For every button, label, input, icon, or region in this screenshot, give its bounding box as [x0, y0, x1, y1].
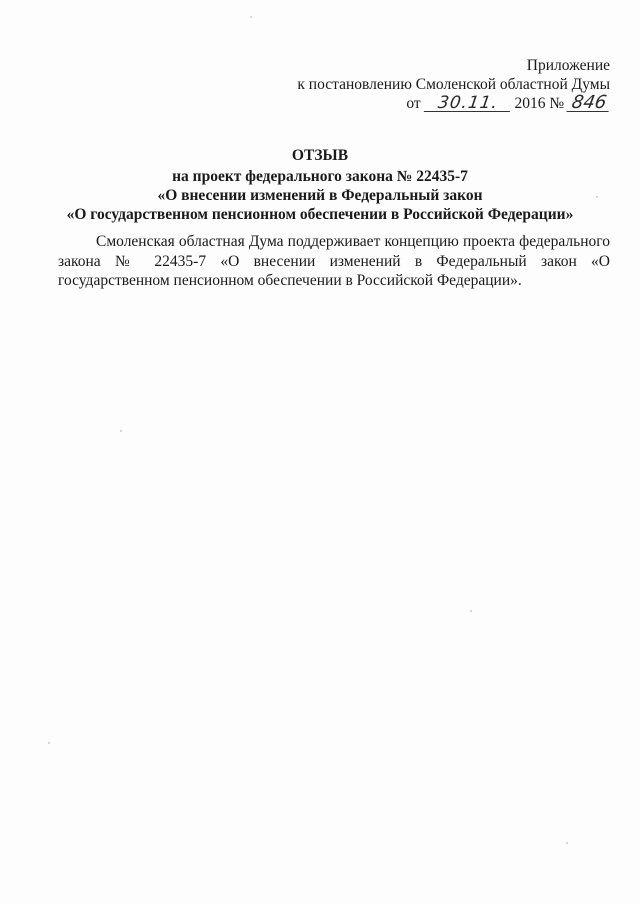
title-line-2: «О внесении изменений в Федеральный закон	[157, 187, 483, 204]
handwritten-date: 30.11.	[423, 95, 511, 112]
appendix-header	[297, 56, 610, 113]
year-and-number-label: 2016 №	[514, 95, 565, 112]
document-body	[58, 232, 610, 291]
date-prefix: от	[406, 95, 421, 112]
body-paragraph: Смоленская областная Дума поддерживает концепцию проекта федерального закона № 22435-7 «О внесении изменений в Федеральный закон «О государственном пенсионном обеспечении в Российской Федерации».	[58, 233, 610, 289]
handwritten-number: 846	[567, 95, 612, 112]
appendix-resolution-ref: к постановлению Смоленской областной Думы	[297, 76, 610, 93]
appendix-date-line	[297, 94, 610, 113]
scan-speck	[48, 742, 50, 744]
title-main: ОТЗЫВ	[291, 147, 349, 164]
title-line-1: на проект федерального закона № 22435-7	[172, 168, 468, 185]
scan-speck	[596, 196, 598, 198]
scan-speck	[250, 16, 252, 18]
document-title	[40, 146, 600, 224]
title-line-3: «О государственном пенсионном обеспечении в Российской Федерации»	[66, 206, 574, 223]
scan-speck	[566, 842, 568, 844]
scan-speck	[470, 610, 472, 612]
appendix-label: Приложение	[526, 57, 610, 74]
scan-speck	[120, 430, 122, 432]
